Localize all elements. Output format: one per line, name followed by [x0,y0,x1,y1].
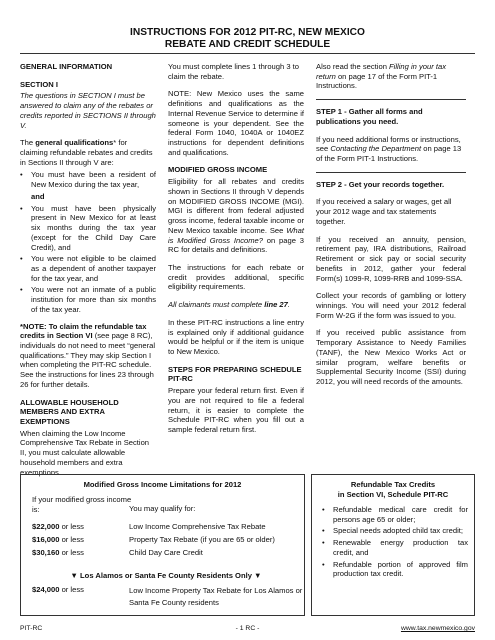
credit-item: • Refundable portion of approved film production tax credit. [322,560,468,579]
mgi-heading: MODIFIED GROSS INCOME [168,165,268,175]
divider [316,99,466,100]
limit-amount: $30,160 [32,548,60,557]
steps-heading: STEPS FOR PREPARING SCHEDULE PIT-RC [168,364,302,384]
and-label: and [31,191,45,201]
modified-income-label: If your modified gross income is: [32,495,132,514]
complete-lines-text: You must complete lines 1 through 3 to claim the rebate. [168,62,300,81]
limit-description: Low Income Comprehensive Tax Rebate [129,522,266,531]
step-2-annuity: If you received an annuity, pension, retirement pay, IRA distributions, Railroad Retirement or sick pay or social security benefits in 2012, gather your federal Form(s) 1099-R, 1099-RRB and 1099-SSA. [316,234,466,283]
divider [316,172,466,173]
qualification-item: • You must have been physically present in New Mexico for at least six months during the tax year (except for the Child Day Care Credit), and [20,204,156,253]
column-2 [168,62,304,443]
page-number: - 1 RC - [235,625,260,632]
credit-item: • Refundable medical care credit for persons age 65 or older; [322,505,468,524]
limit-description: Property Tax Rebate (if you are 65 or older) [129,535,275,544]
title-line-1: INSTRUCTIONS FOR 2012 PIT-RC, NEW MEXICO [130,27,365,38]
step-2-heading: STEP 2 - Get your records together. [316,179,445,189]
income-limitations-box: Modified Gross Income Limitations for 2012 If your modified gross income is: You may qualify for: $22,000 or less Low Income Comprehensive Tax Rebate $16,000 or less Property Tax Rebate (if you are 65 or older) $30,160 or less Child Day Care Credit ▼ Los Alamos or Santa Fe County Residents Only ▼ $24,000 or less Low Income Property Tax Rebate for Los Alamos or Santa Fe County residents [20,474,305,616]
note-refundable-credits: *NOTE: To claim the refundable tax credits in Section VI (see page 8 RC), individuals do not need to meet “general qualifications.” They may skip Section I when completing the PIT-RC schedule. See the instructions for lines 23 through 26 for further details. [20,321,156,389]
qualify-label: You may qualify for: [129,504,196,513]
limit-description: Child Day Care Credit [129,548,203,557]
column-3 [316,62,466,395]
mgi-text: Eligibility for all rebates and credits shown in Sections II through V depends on MODIFIED GROSS INCOME (MGI). MGI is different from federal adjusted gross income, federal taxable income or New Mexico taxable income. See What is Modified Gross Income? on page 3 RC for details and definitions. [168,177,304,255]
step-1-heading: STEP 1 - Gather all forms and publications you need. [316,107,423,126]
income-limitations-title: Modified Gross Income Limitations for 2012 [83,480,242,489]
read-section-text: Also read the section Filling in your tax return on page 17 of the Form PIT-1 Instructions. [316,62,447,91]
dependent-note: NOTE: New Mexico uses the same definitions and qualifications as the Internal Revenue Service to determine if someone is your dependent. See the federal Form 1040, 1040A or 1040EZ instructions for dependent definitions and qualifications. [168,89,304,157]
allowable-members-heading: ALLOWABLE HOUSEHOLD MEMBERS AND EXTRA EXEMPTIONS [20,397,119,426]
eligibility-text: The instructions for each rebate or credit provides additional, specific eligibility requirements. [168,262,304,292]
refundable-credits-box [311,474,475,616]
title-rule [20,53,475,54]
step-2-public-assistance: If you received public assistance from Temporary Assistance to Needy Families (TANF), the New Mexico Works Act or similar program, welfare benefits or Supplemental Security Income (SSI) during 2012, you will need records of the amounts. [316,328,466,386]
allowable-members-text: When claiming the Low Income Comprehensive Tax Rebate in Section II, you must calculate allowable household members and extra exemptions. [20,428,150,477]
qualification-item: • You were not eligible to be claimed as a dependent of another taxpayer for the tax year, and [20,254,156,283]
column-1 [20,62,156,485]
section-1-heading: SECTION I [20,79,58,89]
los-alamos-heading: ▼ Los Alamos or Santa Fe County Residents Only ▼ [70,571,262,580]
step-2-gambling: Collect your records of gambling or lottery winnings. You will need your 2012 federal Form W-2G if the form was issued to you. [316,291,466,320]
qualification-item: • You must have been a resident of New Mexico during the tax year, [20,170,156,189]
steps-text: Prepare your federal return first. Even if you are not required to file a federal return, it is easier to complete the Schedule PIT-RC when you fill out a sample federal return first. [168,386,304,434]
website-link[interactable]: www.tax.newmexico.gov [400,625,475,632]
refundable-credits-list [322,505,468,581]
line-entry-text: In these PIT-RC instructions a line entry is explained only if additional guidance would be helpful or if the item is unique to New Mexico. [168,317,304,356]
title-line-2: REBATE AND CREDIT SCHEDULE [164,39,331,51]
section-1-intro: The questions in SECTION I must be answered to claim any of the rebates or credits reported in SECTIONS II through V. [20,91,156,130]
page-title [0,27,495,51]
step-2-wages: If you received a salary or wages, get all your 2012 wage and tax statements together. [316,197,452,226]
all-claimants-text: All claimants must complete line 27. [168,300,290,310]
general-qualifications-intro: The general qualifications* for claiming refundable rebates and credits in Sections II through V are: [20,138,153,167]
credit-item: • Renewable energy production tax credit, and [322,538,468,557]
refundable-credits-title: Refundable Tax Credits in Section VI, Schedule PIT-RC [337,480,449,499]
qualification-item: • You were not an inmate of a public institution for more than six months of the tax year. [20,285,156,314]
limit-amount: $22,000 [32,522,60,531]
footer-form-id: PIT-RC [20,625,43,632]
limit-description: Low Income Property Tax Rebate for Los Alamos or Santa Fe County residents [129,586,303,607]
qualifications-list [20,170,156,314]
step-1-text: If you need additional forms or instructions, see Contacting the Department on page 13 of the Form PIT-1 Instructions. [316,134,462,164]
limit-amount: $16,000 [32,535,60,544]
limit-amount: $24,000 [32,585,60,594]
general-info-heading: GENERAL INFORMATION [20,62,113,71]
credit-item: • Special needs adopted child tax credit; [322,526,468,536]
